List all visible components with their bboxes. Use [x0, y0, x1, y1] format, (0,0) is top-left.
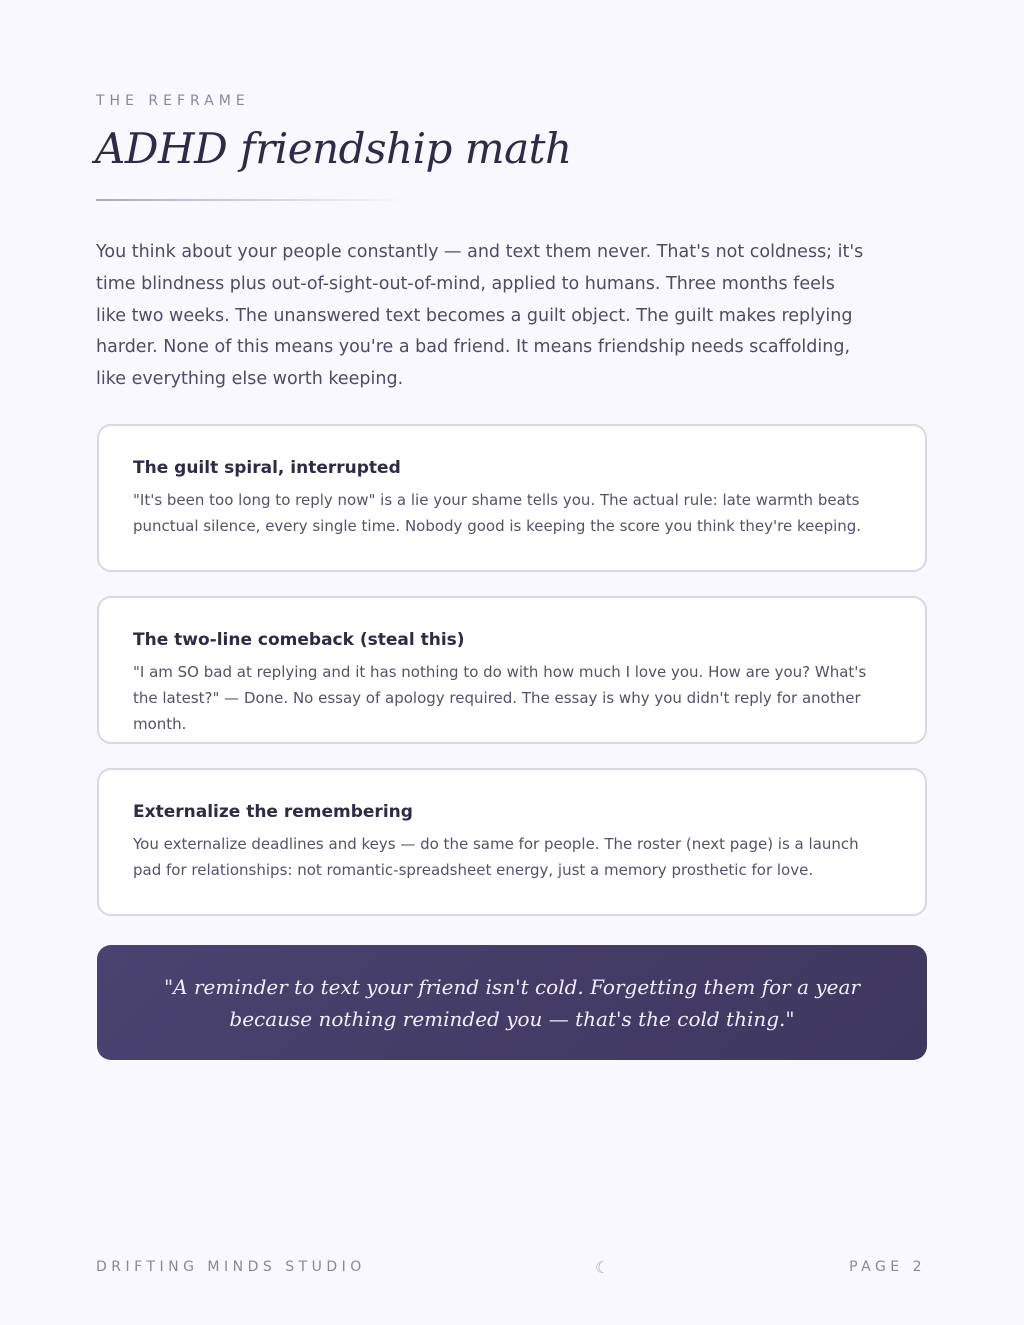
- tip-card-two-line-comeback: [97, 596, 927, 744]
- title-divider: [96, 199, 406, 201]
- pull-quote-text: "A reminder to text your friend isn't cold. Forgetting them for a year because nothing reminded you — that's the cold thing.": [163, 974, 860, 1031]
- tip-card-guilt-spiral: [97, 424, 927, 572]
- footer-studio-name: DRIFTING MINDS STUDIO: [96, 1259, 366, 1275]
- tip-cards: [97, 424, 927, 940]
- tip-card-externalize: [97, 768, 927, 916]
- tip-card-title: Externalize the remembering: [133, 802, 413, 822]
- section-eyebrow: THE REFRAME: [96, 93, 250, 109]
- tip-card-body: "I am SO bad at replying and it has nothing to do with how much I love you. How are you? What's the latest?" — Done. No essay of apology required. The essay is why you didn't reply for another month.: [133, 663, 867, 733]
- tip-card-body: You externalize deadlines and keys — do the same for people. The roster (next page) is a launch pad for relationships: not romantic-spreadsheet energy, just a memory prosthetic for love.: [133, 835, 859, 879]
- intro-paragraph: You think about your people constantly — and text them never. That's not coldness; it's time blindness plus out-of-sight-out-of-mind, applied to humans. Three months feels like two weeks. The unanswered text becomes a guilt object. The guilt makes replying harder. None of this means you're a bad friend. It means friendship needs scaffolding, like everything else worth keeping.: [96, 242, 864, 390]
- tip-card-title: The guilt spiral, interrupted: [133, 458, 401, 478]
- page-number: PAGE 2: [849, 1259, 926, 1275]
- tip-card-title: The two-line comeback (steal this): [133, 630, 465, 650]
- tip-card-body: "It's been too long to reply now" is a lie your shame tells you. The actual rule: late warmth beats punctual silence, every single time. Nobody good is keeping the score you think they're keeping.: [133, 491, 862, 535]
- page-title: ADHD friendship math: [95, 124, 572, 173]
- moon-icon: ☾: [595, 1258, 610, 1277]
- pull-quote: [97, 945, 927, 1060]
- page-footer: [96, 1259, 926, 1279]
